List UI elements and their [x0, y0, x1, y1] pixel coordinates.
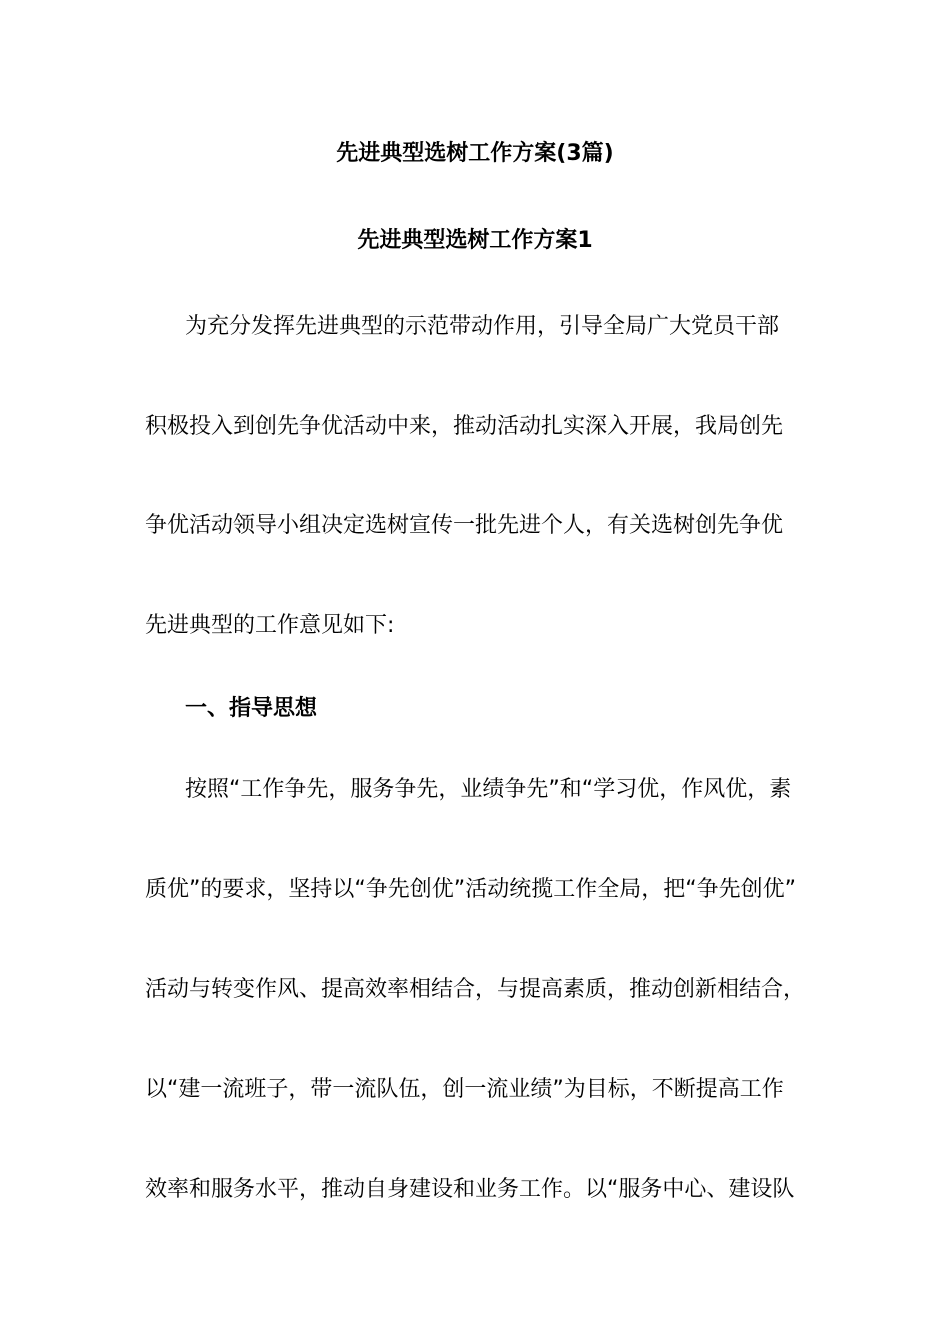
paragraph-line: 活动与转变作风、提高效率相结合，与提高素质，推动创新相结合，	[145, 977, 806, 1002]
paragraph-line: 积极投入到创先争优活动中来，推动活动扎实深入开展，我局创先	[145, 414, 784, 439]
paragraph-line: 先进典型的工作意见如下:	[145, 613, 395, 638]
paragraph-line: 争优活动领导小组决定选树宣传一批先进个人，有关选树创先争优	[145, 513, 784, 538]
paragraph-line: 质优”的要求，坚持以“争先创优”活动统揽工作全局，把“争先创优”	[145, 877, 796, 902]
paragraph-line: 为充分发挥先进典型的示范带动作用，引导全局广大党员干部	[185, 314, 780, 339]
paragraph-line: 以“建一流班子，带一流队伍，创一流业绩”为目标，不断提高工作	[145, 1077, 784, 1102]
paragraph-line: 效率和服务水平，推动自身建设和业务工作。以“服务中心、建设队	[145, 1177, 795, 1202]
document-title: 先进典型选树工作方案(3篇)	[336, 141, 614, 166]
paragraph-line: 按照“工作争先，服务争先，业绩争先”和“学习优，作风优，素	[185, 777, 792, 802]
document-subtitle: 先进典型选树工作方案1	[357, 228, 593, 253]
section-heading: 一、指导思想	[185, 696, 318, 721]
